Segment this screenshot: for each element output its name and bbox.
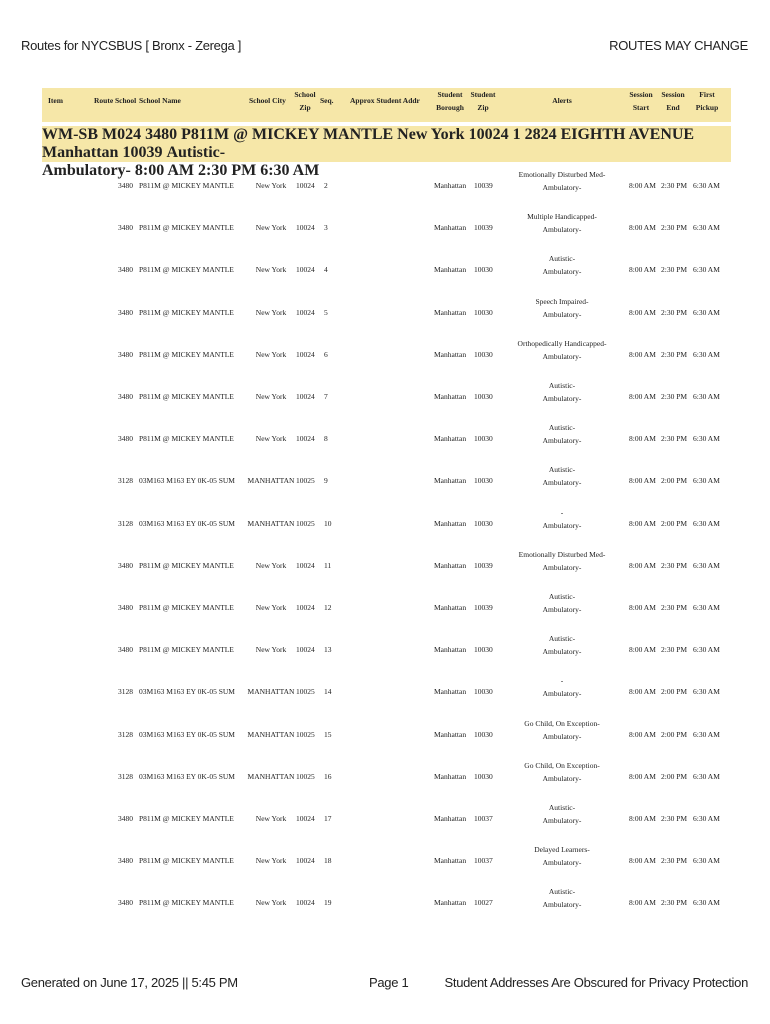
school-name: P811M @ MICKEY MANTLE [139,898,234,908]
table-row [42,757,731,799]
school-zip: 10025 [296,771,315,781]
student-zip: 10030 [474,265,493,275]
seq-number: 7 [324,392,328,401]
school-name: P811M @ MICKEY MANTLE [139,560,234,570]
school-city: New York [255,223,287,233]
school-name: P811M @ MICKEY MANTLE [139,603,234,612]
school-city: New York [255,645,287,655]
session-end: 2:30 PM [661,223,688,233]
col-school: School [115,96,137,105]
student-borough: Manhattan [434,814,467,823]
seq-number: 17 [324,814,332,823]
student-borough: Manhattan [42,144,119,161]
first-pickup: 6:30 AM [693,814,720,823]
col-session-end: Session End [661,90,685,112]
page-number: Page 1 [369,975,409,990]
school-code: 3480 [118,856,133,866]
school-city: MANHATTAN [247,518,295,528]
student-borough: Manhattan [434,898,467,908]
alerts: Autistic- Ambulatory- [542,803,582,825]
session-start: 8:00 AM [629,645,656,655]
student-borough: Manhattan [434,560,467,570]
seq-number: 4 [324,265,328,275]
first-pickup: 6:30 AM [693,349,720,359]
student-zip: 10030 [474,349,493,359]
alerts: Autistic- Ambulatory- [542,465,582,488]
student-borough: Manhattan [434,856,467,866]
col-item: Item [48,96,63,105]
school-zip: 10024 [296,349,315,359]
session-end: 2:30 PM [661,645,688,655]
student-borough: Manhattan [434,603,467,612]
seq-number: 2 [324,181,328,190]
school-code: 3480 [118,898,133,908]
table-row [42,841,731,883]
col-student-borough: Student Borough [436,90,464,112]
school-city: New York [255,898,287,908]
school-name: P811M @ MICKEY MANTLE [181,126,394,143]
item-code: WM-SB [42,126,98,143]
session-start: 8:00 AM [629,307,656,317]
seq-number: 13 [324,645,332,655]
session-end: 2:30 PM [661,898,688,908]
student-zip: 10039 [474,223,493,233]
student-zip: 10030 [474,687,493,697]
table-row [42,883,731,925]
col-student-zip: Student Zip [470,90,496,112]
school-city: New York [397,126,465,143]
school-code: 3480 [118,560,133,570]
alerts: Autistic- Ambulatory- [542,887,582,910]
session-start: 8:00 AM [629,687,656,697]
school-code: 3480 [118,645,133,655]
first-pickup: 6:30 AM [693,223,720,233]
school-code: 3480 [118,307,133,317]
school-name: 03M163 M163 EY 0K-05 SUM [139,518,235,528]
school-code: 3128 [118,771,133,781]
school-zip: 10024 [468,126,509,143]
alerts: Orthopedically Handicapped- Ambulatory- [517,338,607,361]
first-pickup: 6:30 AM [693,434,720,444]
table-row [42,208,731,250]
student-address: 2824 EIGHTH AVENUE [524,126,695,143]
session-end: 2:30 PM [661,814,688,823]
seq-number: 12 [324,603,332,612]
school-city: MANHATTAN [247,476,295,486]
alerts: - Ambulatory- [542,507,582,530]
session-end: 2:30 PM [661,434,688,444]
table-row [42,335,731,377]
session-start: 8:00 AM [629,392,656,401]
school-code: 3480 [118,181,133,190]
first-pickup: 6:30 AM [693,560,720,570]
col-first-pickup: First Pickup [695,90,719,112]
school-zip: 10024 [296,265,315,275]
school-name: P811M @ MICKEY MANTLE [139,392,234,401]
student-zip: 10039 [122,144,163,161]
privacy-notice: Student Addresses Are Obscured for Privacy Protection [444,975,748,990]
table-row [42,377,731,419]
table-row [42,588,731,630]
first-pickup: 6:30 AM [693,687,720,697]
school-city: New York [255,560,287,570]
session-start: 8:00 AM [629,349,656,359]
first-pickup: 6:30 AM [693,392,720,401]
school-city: MANHATTAN [247,687,295,697]
table-row [42,672,731,714]
seq-number: 3 [324,223,328,233]
student-zip: 10030 [474,771,493,781]
first-pickup: 6:30 AM [693,518,720,528]
school-zip: 10024 [296,223,315,233]
session-end: 2:30 PM [661,603,688,612]
session-start: 8:00 AM [629,560,656,570]
table-row [42,419,731,461]
session-end: 2:30 PM [661,181,688,190]
seq-number: 1 [512,126,521,143]
session-start: 8:00 AM [629,856,656,866]
student-borough: Manhattan [434,729,467,739]
first-pickup: 6:30 AM [693,181,720,190]
school-zip: 10024 [296,603,315,612]
student-borough: Manhattan [434,349,467,359]
school-city: New York [255,603,287,612]
table-row [42,461,731,503]
alerts: Autistic- Ambulatory- [42,144,226,179]
school-code: 3480 [118,603,133,612]
seq-number: 5 [324,307,328,317]
student-zip: 10030 [474,434,493,444]
table-row [42,715,731,757]
school-name: 03M163 M163 EY 0K-05 SUM [139,729,235,739]
student-borough: Manhattan [434,518,467,528]
session-start: 8:00 AM [629,434,656,444]
student-zip: 10039 [474,181,493,190]
session-start: 8:00 AM [629,223,656,233]
school-city: New York [255,856,287,866]
school-zip: 10024 [296,307,315,317]
student-zip: 10039 [474,603,493,612]
page-header [21,38,748,58]
alerts: Autistic- Ambulatory- [542,254,582,277]
school-zip: 10025 [296,518,315,528]
school-city: New York [255,265,287,275]
seq-number: 10 [324,518,332,528]
student-borough: Manhattan [434,265,467,275]
first-pickup: 6:30 AM [693,771,720,781]
school-name: P811M @ MICKEY MANTLE [139,265,234,275]
school-zip: 10024 [296,814,315,823]
school-name: 03M163 M163 EY 0K-05 SUM [139,687,235,697]
first-pickup: 6:30 AM [693,856,720,866]
alerts: Speech Impaired- Ambulatory- [535,296,589,319]
alerts: Autistic- Ambulatory- [542,592,582,614]
routes-notice: ROUTES MAY CHANGE [609,38,748,53]
school-code: 3128 [118,729,133,739]
col-alerts: Alerts [552,96,572,105]
school-zip: 10025 [296,687,315,697]
student-zip: 10030 [474,307,493,317]
alerts: Autistic- Ambulatory- [542,423,582,446]
session-start: 8:00 AM [134,162,194,179]
first-pickup: 6:30 AM [693,603,720,612]
session-end: 2:00 PM [661,687,688,697]
col-route: Route [94,96,114,105]
student-zip: 10039 [474,560,493,570]
seq-number: 9 [324,476,328,486]
student-zip: 10030 [474,392,493,401]
session-end: 2:00 PM [661,729,688,739]
table-row [42,799,731,841]
seq-number: 18 [324,856,332,866]
school-zip: 10024 [296,434,315,444]
table-row [42,630,731,672]
school-zip: 10024 [296,181,315,190]
table-row [42,166,731,208]
session-end: 2:30 PM [661,856,688,866]
school-zip: 10025 [296,729,315,739]
school-zip: 10024 [296,645,315,655]
col-school-name: School Name [139,96,181,105]
column-header-row [42,88,731,122]
session-end: 2:00 PM [661,771,688,781]
generated-timestamp: Generated on June 17, 2025 || 5:45 PM [21,975,238,990]
school-name: P811M @ MICKEY MANTLE [139,181,234,190]
session-start: 8:00 AM [629,771,656,781]
session-end: 2:30 PM [661,265,688,275]
page-footer [21,975,748,995]
school-city: MANHATTAN [247,771,295,781]
student-borough: Manhattan [434,476,467,486]
table-row [42,293,731,335]
school-name: P811M @ MICKEY MANTLE [139,645,234,655]
student-zip: 10030 [474,645,493,655]
student-zip: 10027 [474,898,493,908]
session-start: 8:00 AM [629,518,656,528]
school-name: P811M @ MICKEY MANTLE [139,434,234,444]
school-city: New York [255,392,287,401]
school-zip: 10025 [296,476,315,486]
school-city: New York [255,814,287,823]
student-borough: Manhattan [434,181,467,190]
col-seq: Seq. [320,96,334,105]
school-code: 3128 [118,687,133,697]
school-code: 3480 [118,434,133,444]
first-pickup: 6:30 AM [693,645,720,655]
alerts: - Ambulatory- [542,676,582,699]
student-borough: Manhattan [434,223,467,233]
table-row [42,250,731,292]
alerts: Go Child, On Exception- Ambulatory- [524,718,600,741]
student-borough: Manhattan [434,645,467,655]
seq-number: 16 [324,771,332,781]
school-name: P811M @ MICKEY MANTLE [139,814,234,823]
session-end: 2:30 PM [661,392,688,401]
alerts: Emotionally Disturbed Med- Ambulatory- [518,170,606,192]
table-row [42,504,731,546]
first-pickup: 6:30 AM [693,476,720,486]
seq-number: 14 [324,687,332,697]
school-city: MANHATTAN [247,729,295,739]
school-zip: 10024 [296,392,315,401]
route-summary-row [42,126,731,179]
first-pickup: 6:30 AM [693,307,720,317]
table-row [42,546,731,588]
student-borough: Manhattan [434,434,467,444]
school-name: P811M @ MICKEY MANTLE [139,307,234,317]
session-start: 8:00 AM [629,729,656,739]
school-name: P811M @ MICKEY MANTLE [139,856,234,866]
session-start: 8:00 AM [629,814,656,823]
school-code: 3128 [118,476,133,486]
session-start: 8:00 AM [629,181,656,190]
school-city: New York [255,434,287,444]
school-name: 03M163 M163 EY 0K-05 SUM [139,476,235,486]
alerts: Autistic- Ambulatory- [542,634,582,657]
school-city: New York [255,307,287,317]
school-city: New York [255,181,287,190]
session-start: 8:00 AM [629,476,656,486]
first-pickup: 6:30 AM [693,898,720,908]
alerts: Delayed Learners- Ambulatory- [534,845,590,868]
student-borough: Manhattan [434,687,467,697]
first-pickup: 6:30 AM [260,162,320,179]
student-borough: Manhattan [434,307,467,317]
student-zip: 10030 [474,476,493,486]
first-pickup: 6:30 AM [693,729,720,739]
col-approx-address: Approx Student Addr [350,96,420,105]
session-end: 2:00 PM [661,476,688,486]
student-zip: 10037 [474,814,493,823]
seq-number: 11 [324,560,332,570]
school-zip: 10024 [296,856,315,866]
session-end: 2:00 PM [661,518,688,528]
alerts: Multiple Handicapped- Ambulatory- [527,212,597,235]
school-zip: 10024 [296,560,315,570]
school-name: P811M @ MICKEY MANTLE [139,223,234,233]
session-start: 8:00 AM [629,898,656,908]
session-start: 8:00 AM [629,603,656,612]
school-name: P811M @ MICKEY MANTLE [139,349,234,359]
student-zip: 10030 [474,729,493,739]
seq-number: 8 [324,434,328,444]
seq-number: 19 [324,898,332,908]
page-title: Routes for NYCSBUS [ Bronx - Zerega ] [21,38,242,53]
school-city: New York [255,349,287,359]
student-zip: 10037 [474,856,493,866]
col-school-zip: School Zip [294,90,316,112]
seq-number: 6 [324,349,328,359]
alerts: Emotionally Disturbed Med- Ambulatory- [518,549,606,572]
session-start: 8:00 AM [629,265,656,275]
school-name: 03M163 M163 EY 0K-05 SUM [139,771,235,781]
session-end: 2:30 PM [198,162,257,179]
student-borough: Manhattan [434,392,467,401]
alerts: Go Child, On Exception- Ambulatory- [524,760,600,783]
session-end: 2:30 PM [661,560,688,570]
first-pickup: 6:30 AM [693,265,720,275]
student-zip: 10030 [474,518,493,528]
col-session-start: Session Start [629,90,653,112]
school-code: 3480 [118,265,133,275]
col-school-city: School City [249,96,286,105]
alerts: Autistic- Ambulatory- [542,381,582,403]
route-code: M024 [102,126,142,143]
school-code: 3480 [118,814,133,823]
school-code: 3480 [118,392,133,401]
seq-number: 15 [324,729,332,739]
student-borough: Manhattan [434,771,467,781]
session-end: 2:30 PM [661,307,688,317]
school-code: 3480 [118,349,133,359]
school-code: 3480 [118,223,133,233]
school-code: 3480 [145,126,178,143]
session-end: 2:30 PM [661,349,688,359]
school-zip: 10024 [296,898,315,908]
school-code: 3128 [118,518,133,528]
